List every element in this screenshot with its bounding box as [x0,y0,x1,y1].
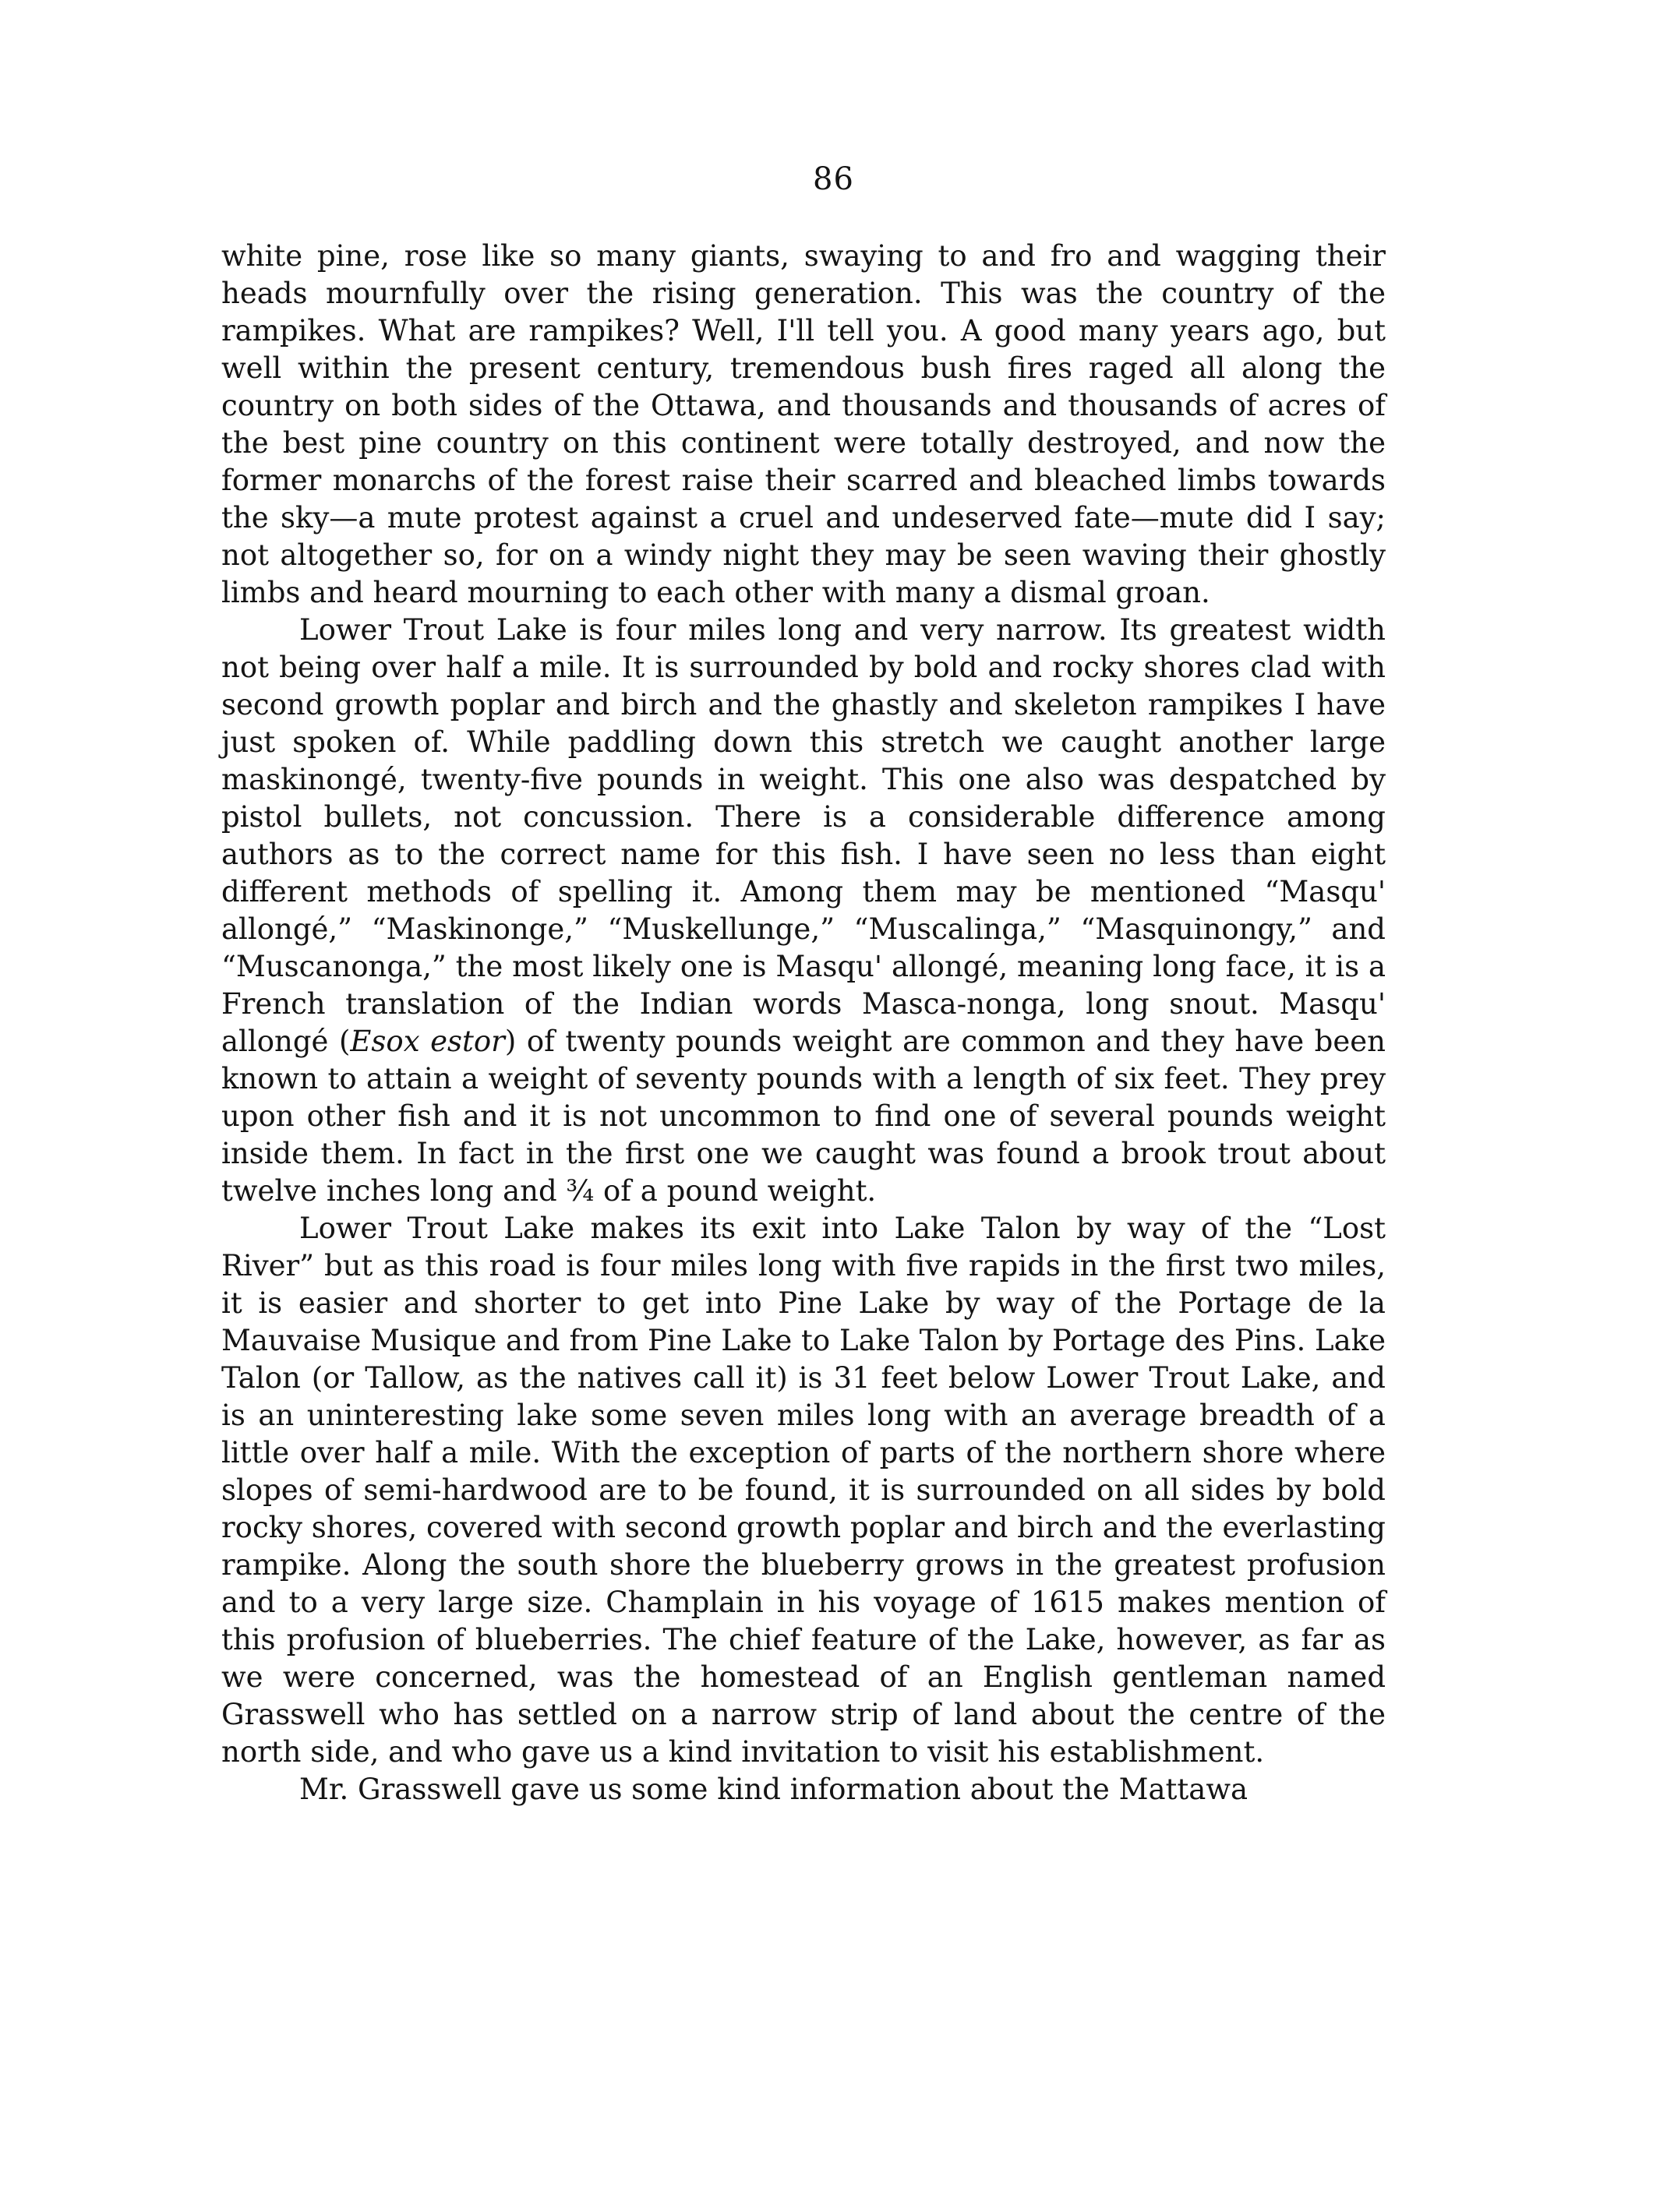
page-number: 86 [813,161,854,197]
page-body-text [221,238,1386,1808]
scientific-name: Esox estor [350,1025,505,1058]
paragraph-lower-trout-lake-text-continued: ) of twenty pounds weight are common and they have been known to attain a weight of seventy pounds with a length of six feet. They prey upon other fish and it is not uncommon to find one of several pounds weight inside them. In fact in the first one we caught was found a brook trout about twelve inches long and ¾ of a pound weight. [221,1025,1386,1208]
paragraph-lower-trout-lake [221,612,1386,1210]
paragraph-mr-grasswell: Mr. Grasswell gave us some kind information about the Mattawa [299,1773,1248,1806]
paragraph-lower-trout-lake-text: Lower Trout Lake is four miles long and very narrow. Its greatest width not being over half a mile. It is surrounded by bold and rocky shores clad with second growth poplar and birch and the ghastly and skeleton rampikes I have just spoken of. While paddling down this stretch we caught another large maskinongé, twenty-five pounds in weight. This one also was despatched by pistol bullets, not concussion. There is a considerable difference among authors as to the correct name for this fish. I have seen no less than eight different methods of spelling it. Among them may be mentioned “Masqu' allongé,” “Maskinonge,” “Muskellunge,” “Muscalinga,” “Masquinongy,” and “Muscanonga,” the most likely one is Masqu' allongé, meaning long face, it is a French translation of the Indian words Masca-nonga, long snout. Masqu' allongé ( [221,613,1386,1058]
paragraph-lake-talon: Lower Trout Lake makes its exit into Lake Talon by way of the “Lost River” but as this road is four miles long with five rapids in the first two miles, it is easier and shorter to get into Pine Lake by way of the Portage de la Mauvaise Musique and from Pine Lake to Lake Talon by Portage des Pins. Lake Talon (or Tallow, as the natives call it) is 31 feet below Lower Trout Lake, and is an uninteresting lake some seven miles long with an average breadth of a little over half a mile. With the exception of parts of the northern shore where slopes of semi-hardwood are to be found, it is surrounded on all sides by bold rocky shores, covered with second growth poplar and birch and the everlasting rampike. Along the south shore the blueberry grows in the greatest profusion and to a very large size. Champlain in his voyage of 1615 makes mention of this profusion of blueberries. The chief feature of the Lake, however, as far as we were concerned, was the homestead of an English gentleman named Grasswell who has settled on a narrow strip of land about the centre of the north side, and who gave us a kind invitation to visit his establishment. [221,1212,1386,1769]
paragraph-rampikes: white pine, rose like so many giants, swaying to and fro and wagging their heads mournfully over the rising generation. This was the country of the rampikes. What are rampikes? Well, I'll tell you. A good many years ago, but well within the present century, tremendous bush fires raged all along the country on both sides of the Ottawa, and thousands and thousands of acres of the best pine country on this continent were totally destroyed, and now the former monarchs of the forest raise their scarred and bleached limbs towards the sky—a mute protest against a cruel and undeserved fate—mute did I say; not altogether so, for on a windy night they may be seen waving their ghostly limbs and heard mourning to each other with many a dismal groan. [221,239,1386,609]
